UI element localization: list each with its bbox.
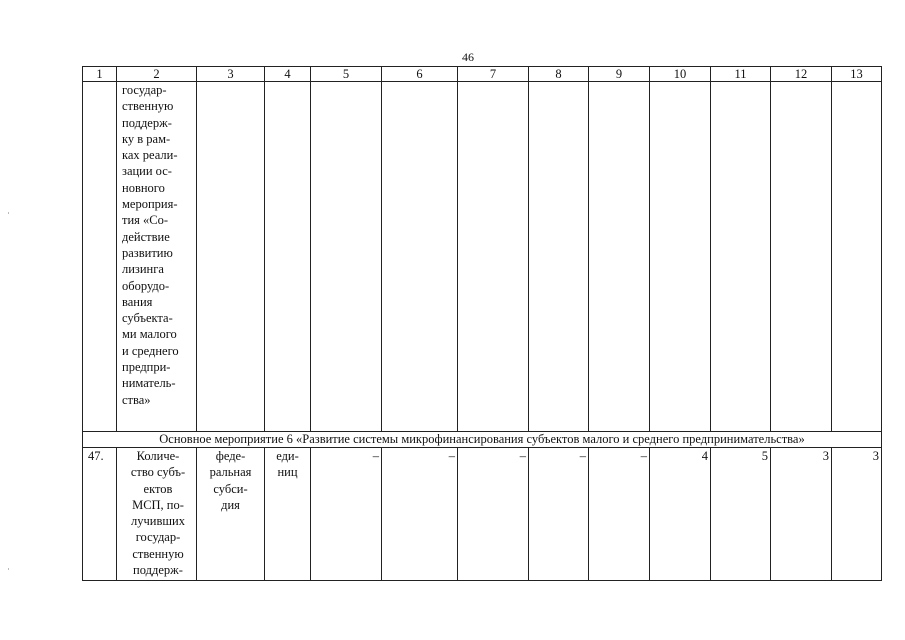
header-cell: 12 — [771, 67, 832, 82]
indicator-name-cell: Количе- ство субъ- ектов МСП, по- лучивших государ- ственную поддерж- — [117, 448, 197, 581]
table-cell — [832, 82, 882, 432]
header-cell: 11 — [711, 67, 771, 82]
value-cell: – — [382, 448, 458, 581]
indicators-table — [82, 66, 882, 581]
row-number: 47. — [83, 448, 117, 581]
value-cell: – — [311, 448, 382, 581]
value-cell: – — [529, 448, 589, 581]
continued-row — [83, 82, 882, 432]
value-cell: – — [589, 448, 650, 581]
funding-source-cell: феде- ральная субси- дия — [197, 448, 265, 581]
table-cell — [83, 82, 117, 432]
section-row — [83, 432, 882, 448]
header-cell: 2 — [117, 67, 197, 82]
value-cell: – — [458, 448, 529, 581]
table-cell — [311, 82, 382, 432]
header-cell: 3 — [197, 67, 265, 82]
section-title: Основное мероприятие 6 «Развитие системы микрофинансирования субъектов малого и среднего предпринимательства» — [83, 432, 882, 448]
header-cell: 9 — [589, 67, 650, 82]
value-cell: 3 — [771, 448, 832, 581]
unit-cell: еди- ниц — [265, 448, 311, 581]
header-cell: 13 — [832, 67, 882, 82]
page-number: 46 — [462, 50, 474, 64]
header-cell: 8 — [529, 67, 589, 82]
header-cell: 4 — [265, 67, 311, 82]
value-cell: 4 — [650, 448, 711, 581]
indicator-name-cell: государ- ственную поддерж- ку в рам- ках реали- зации ос- новного мероприя- тия «Со- действие развитию лизинга оборудо- вания субъекта- ми малого и среднего предпри- ниматель- ства» — [117, 82, 197, 432]
header-row — [83, 67, 882, 82]
header-cell: 5 — [311, 67, 382, 82]
table-cell — [265, 82, 311, 432]
table-row-47 — [83, 448, 882, 581]
table-cell — [650, 82, 711, 432]
header-cell: 1 — [83, 67, 117, 82]
table-cell — [711, 82, 771, 432]
header-cell: 10 — [650, 67, 711, 82]
table-cell — [529, 82, 589, 432]
scan-speck — [8, 212, 9, 214]
scan-speck — [8, 568, 9, 570]
value-cell: 3 — [832, 448, 882, 581]
table-cell — [589, 82, 650, 432]
table-cell — [458, 82, 529, 432]
value-cell: 5 — [711, 448, 771, 581]
table-cell — [382, 82, 458, 432]
table-cell — [197, 82, 265, 432]
header-cell: 6 — [382, 67, 458, 82]
table-cell — [771, 82, 832, 432]
header-cell: 7 — [458, 67, 529, 82]
